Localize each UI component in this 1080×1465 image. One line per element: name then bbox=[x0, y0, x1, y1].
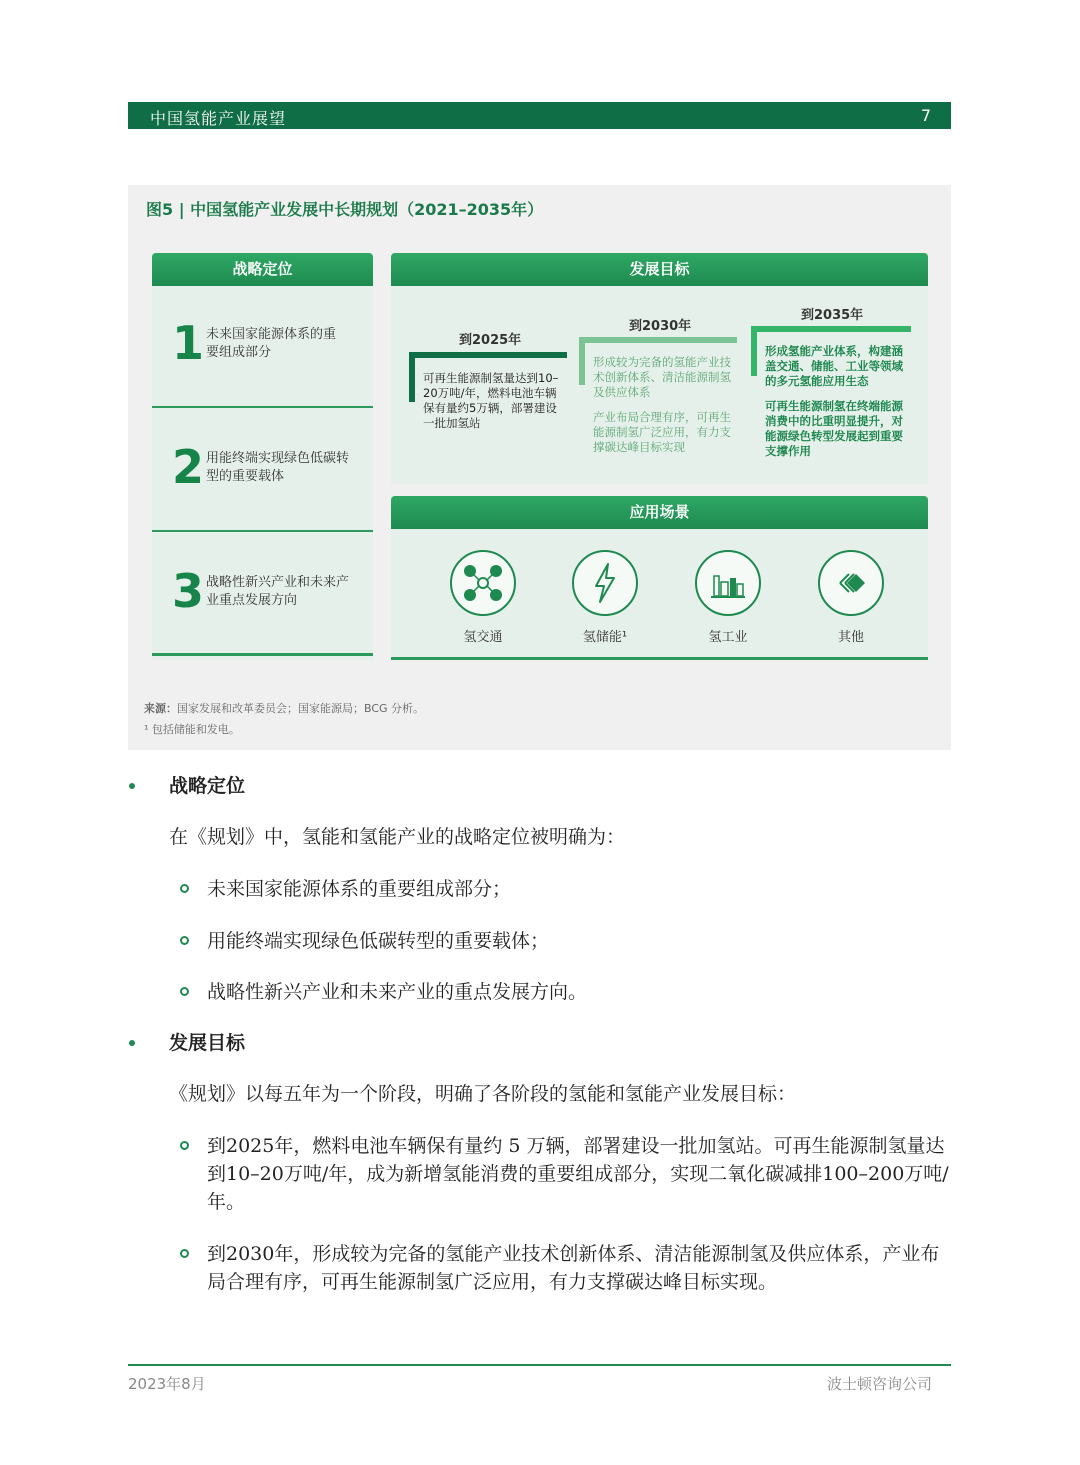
page-header bbox=[128, 102, 951, 129]
strategy-number: 1 bbox=[172, 316, 205, 370]
strategy-number: 3 bbox=[172, 564, 205, 618]
app-item-storage bbox=[560, 550, 650, 645]
bullet bbox=[129, 1040, 135, 1046]
strategy-list-item: 战略性新兴产业和未来产业的重点发展方向。 bbox=[207, 981, 588, 1003]
goal-2035-text-2: 可再生能源制氢在终端能源消费中的比重明显提升，对能源绿色转型发展起到重要支撑作用 bbox=[765, 399, 903, 458]
goal-2035-bar bbox=[751, 326, 911, 332]
source-text: 国家发展和改革委员会；国家能源局；BCG 分析。 bbox=[177, 702, 425, 715]
app-label: 氢工业 bbox=[708, 630, 748, 645]
goals-heading: 发展目标 bbox=[391, 253, 928, 286]
app-label: 氢交通 bbox=[463, 630, 503, 645]
app-item-industry bbox=[683, 550, 773, 645]
source-label: 来源： bbox=[144, 702, 177, 715]
goal-2025-vbar bbox=[409, 352, 415, 402]
applications-panel bbox=[391, 496, 928, 660]
strategy-list-item: 未来国家能源体系的重要组成部分； bbox=[207, 878, 512, 900]
strategy-text: 用能终端实现绿色低碳转型的重要载体 bbox=[206, 451, 350, 484]
goal-2035-vbar bbox=[751, 326, 757, 376]
goal-2030-vbar bbox=[579, 337, 585, 385]
strategy-column bbox=[152, 253, 373, 660]
section-title-strategy: 战略定位 bbox=[169, 775, 246, 797]
report-title: 中国氢能产业展望 bbox=[150, 109, 287, 128]
strategy-list-item: 用能终端实现绿色低碳转型的重要载体； bbox=[207, 930, 550, 952]
diamond-icon bbox=[818, 550, 884, 616]
section-intro-goals: 《规划》以每五年为一个阶段，明确了各阶段的氢能和氢能产业发展目标： bbox=[169, 1083, 797, 1105]
strategy-text: 未来国家能源体系的重要组成部分 bbox=[206, 327, 337, 360]
goal-2030-year: 到2030年 bbox=[629, 319, 692, 334]
strategy-item bbox=[152, 534, 373, 656]
goals-panel bbox=[391, 253, 928, 484]
sub-bullet bbox=[180, 936, 189, 945]
figure-footnote: ¹ 包括储能和发电。 bbox=[144, 723, 240, 736]
app-label: 氢储能¹ bbox=[582, 630, 628, 645]
app-label: 其他 bbox=[837, 630, 864, 645]
figure-panel bbox=[128, 185, 951, 750]
section-intro-strategy: 在《规划》中，氢能和氢能产业的战略定位被明确为： bbox=[169, 826, 626, 848]
bullet bbox=[129, 783, 135, 789]
sub-bullet bbox=[180, 884, 189, 893]
figure-source bbox=[144, 700, 424, 716]
strategy-text: 战略性新兴产业和未来产业重点发展方向 bbox=[206, 575, 350, 608]
goal-2030-bar bbox=[579, 337, 737, 343]
strategy-item bbox=[152, 286, 373, 408]
goal-2030-text-2: 产业布局合理有序，可再生能源制氢广泛应用，有力支撑碳达峰目标实现 bbox=[593, 410, 731, 454]
goal-2035-year: 到2035年 bbox=[801, 308, 864, 323]
footer-divider bbox=[128, 1364, 951, 1366]
factory-icon bbox=[695, 550, 761, 616]
goal-list-item: 到2025年，燃料电池车辆保有量约 5 万辆，部署建设一批加氢站。可再生能源制氢量达到10–20万吨/年，成为新增氢能消费的重要组成部分，实现二氧化碳减排100–200万吨/年。 bbox=[207, 1135, 949, 1213]
goal-2025-bar bbox=[409, 352, 567, 358]
figure-title: 图5 | 中国氢能产业发展中长期规划（2021–2035年） bbox=[146, 200, 544, 219]
footer-date: 2023年8月 bbox=[128, 1375, 206, 1393]
goal-list-item: 到2030年，形成较为完备的氢能产业技术创新体系、清洁能源制氢及供应体系，产业布局合理有序，可再生能源制氢广泛应用，有力支撑碳达峰目标实现。 bbox=[207, 1243, 940, 1293]
strategy-heading: 战略定位 bbox=[152, 253, 373, 286]
app-item-other bbox=[806, 550, 896, 645]
goal-2025-text: 可再生能源制氢量达到10–20万吨/年，燃料电池车辆保有量约5万辆，部署建设一批加氢站 bbox=[423, 371, 559, 430]
goal-2035-text-1: 形成氢能产业体系，构建涵盖交通、储能、工业等领域的多元氢能应用生态 bbox=[765, 344, 903, 388]
transport-icon bbox=[450, 550, 516, 616]
sub-bullet bbox=[180, 987, 189, 996]
goal-2030-text-1: 形成较为完备的氢能产业技术创新体系、清洁能源制氢及供应体系 bbox=[593, 355, 731, 399]
goal-2025-year: 到2025年 bbox=[459, 333, 522, 348]
applications-heading: 应用场景 bbox=[391, 496, 928, 529]
strategy-number: 2 bbox=[172, 440, 205, 494]
section-title-goals: 发展目标 bbox=[169, 1032, 246, 1054]
sub-bullet bbox=[180, 1249, 189, 1258]
app-item-transport bbox=[438, 550, 528, 645]
strategy-item bbox=[152, 410, 373, 532]
sub-bullet bbox=[180, 1141, 189, 1150]
footer-company: 波士顿咨询公司 bbox=[827, 1375, 933, 1393]
page-number: 7 bbox=[920, 106, 931, 125]
lightning-icon bbox=[572, 550, 638, 616]
